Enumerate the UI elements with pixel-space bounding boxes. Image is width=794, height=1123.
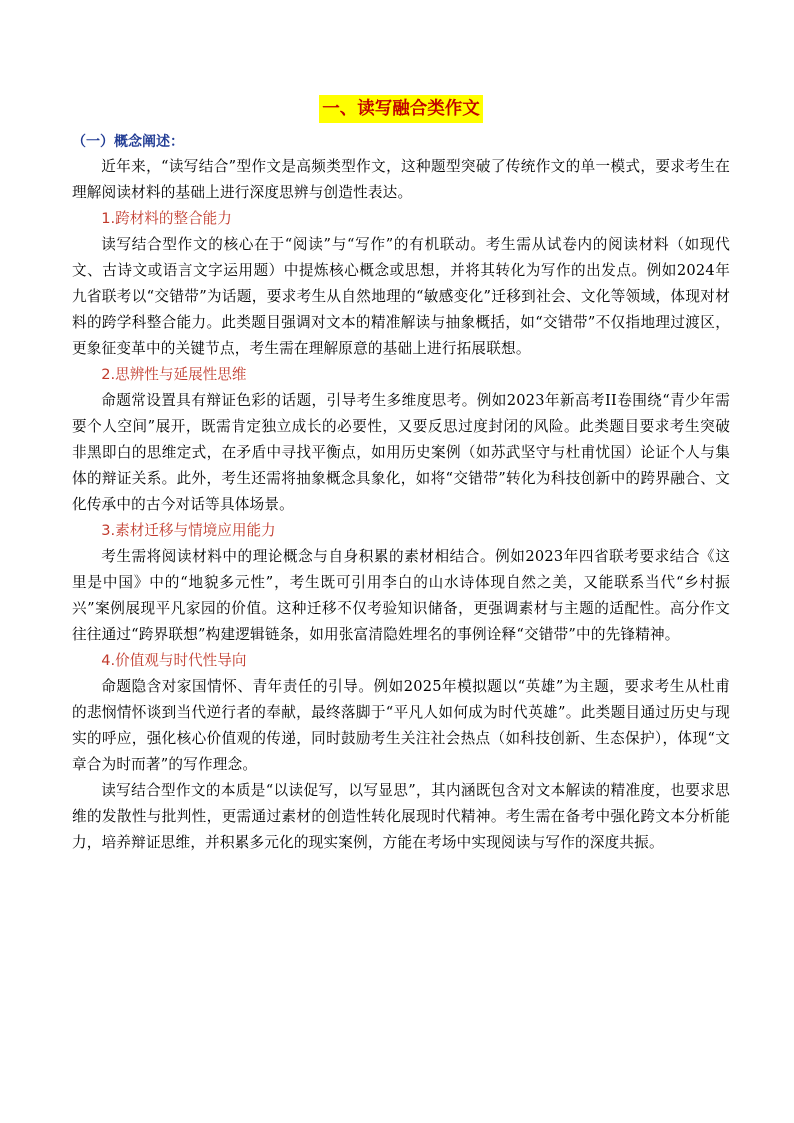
point-body-2: 命题常设置具有辩证色彩的话题，引导考生多维度思考。例如2023年新高考II卷围绕“青少年需要个人空间”展开，既需肯定独立成长的必要性，又要反思过度封闭的风险。此类题目要求考生突破非黑即白的思维定式，在矛盾中寻找平衡点，如用历史案例（如苏武坚守与杜甫忧国）论证个人与集体的辩证关系。此外，考生还需将抽象概念具象化，如将“交错带”转化为科技创新中的跨界融合、文化传承中的古今对话等具体场景。 [72, 392, 730, 513]
title-row [72, 92, 730, 124]
point-heading-2: 2.思辨性与延展性思维 [101, 366, 247, 383]
conclusion-paragraph: 读写结合型作文的本质是“以读促写，以写显思”，其内涵既包含对文本解读的精准度，也要求思维的发散性与批判性，更需通过素材的创造性转化展现时代精神。考生需在备考中强化跨文本分析能力，培养辩证思维，并积累多元化的现实案例，方能在考场中实现阅读与写作的深度共振。 [72, 782, 730, 851]
point-heading-1: 1.跨材料的整合能力 [101, 210, 232, 227]
point-body-3: 考生需将阅读材料中的理论概念与自身积累的素材相结合。例如2023年四省联考要求结合《这里是中国》中的“地貌多元性”，考生既可引用李白的山水诗体现自然之美，又能联系当代“乡村振兴”案例展现平凡家园的价值。这种迁移不仅考验知识储备，更强调素材与主题的适配性。高分作文往往通过“跨界联想”构建逻辑链条，如用张富清隐姓埋名的事例诠释“交错带”中的先锋精神。 [72, 548, 730, 643]
section-heading: （一）概念阐述： [72, 134, 184, 150]
document-page [72, 92, 730, 856]
intro-paragraph: 近年来，“读写结合”型作文是高频类型作文，这种题型突破了传统作文的单一模式，要求考生在理解阅读材料的基础上进行深度思辨与创造性表达。 [72, 158, 730, 201]
point-heading-3: 3.素材迁移与情境应用能力 [101, 522, 276, 539]
point-heading-4: 4.价值观与时代性导向 [101, 652, 247, 669]
point-body-1: 读写结合型作文的核心在于“阅读”与“写作”的有机联动。考生需从试卷内的阅读材料（如现代文、古诗文或语言文字运用题）中提炼核心概念或思想，并将其转化为写作的出发点。例如2024年九省联考以“交错带”为话题，要求考生从自然地理的“敏感变化”迁移到社会、文化等领域，体现对材料的跨学科整合能力。此类题目强调对文本的精准解读与抽象概括，如“交错带”不仅指地理过渡区，更象征变革中的关键节点，考生需在理解原意的基础上进行拓展联想。 [72, 236, 730, 357]
document-title: 一、读写融合类作文 [319, 95, 483, 123]
point-body-4: 命题隐含对家国情怀、青年责任的引导。例如2025年模拟题以“英雄”为主题，要求考生从杜甫的悲悯情怀谈到当代逆行者的奉献，最终落脚于“平凡人如何成为时代英雄”。此类题目通过历史与现实的呼应，强化核心价值观的传递，同时鼓励考生关注社会热点（如科技创新、生态保护），体现“文章合为时而著”的写作理念。 [72, 678, 730, 773]
